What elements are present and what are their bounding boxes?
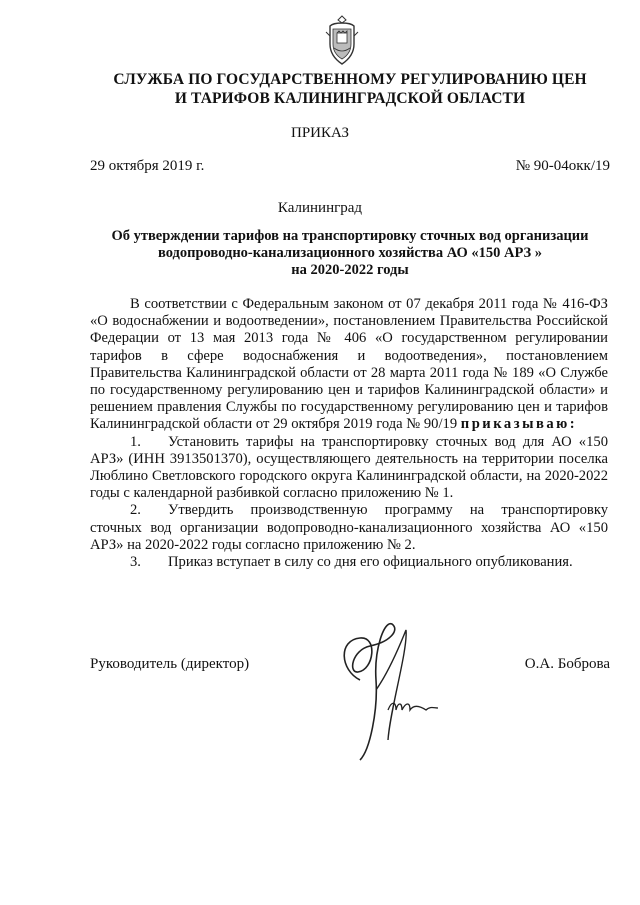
item-text: Установить тарифы на транспортировку сточных вод для АО «150 АРЗ» (ИНН 3913501370), осуществляющего деятельность на территории поселка Люблино Светловского городского округа Калининградской области, на 2020-2022 годы с календарной разбивкой согласно приложению № 1. <box>90 433 608 502</box>
preamble-paragraph <box>90 296 608 434</box>
item-text: Приказ вступает в силу со дня его официального опубликования. <box>168 554 573 571</box>
document-subject <box>60 228 640 279</box>
list-item <box>90 434 608 503</box>
list-item <box>90 554 608 571</box>
org-line-1: СЛУЖБА ПО ГОСУДАРСТВЕННОМУ РЕГУЛИРОВАНИЮ ЦЕН <box>113 71 587 88</box>
organization-name <box>60 70 640 108</box>
item-text: Утвердить производственную программу на транспортировку сточных вод организации водопроводно-канализационного хозяйства АО «150 АРЗ» на 2020-2022 годы согласно приложению № 2. <box>90 502 608 553</box>
document-city: Калининград <box>277 200 363 216</box>
document-date: 29 октября 2019 г. <box>90 158 205 174</box>
coat-of-arms-icon <box>322 14 362 66</box>
handwritten-signature-icon <box>330 610 450 770</box>
subject-line-1: Об утверждении тарифов на транспортировку сточных вод организации <box>111 228 589 244</box>
org-line-2: И ТАРИФОВ КАЛИНИНГРАДСКОЙ ОБЛАСТИ <box>174 90 526 107</box>
item-number: 2. <box>130 502 141 519</box>
list-item <box>90 502 608 554</box>
document-type: ПРИКАЗ <box>291 125 349 141</box>
subject-line-3: на 2020-2022 годы <box>291 262 409 278</box>
item-number: 3. <box>130 554 141 571</box>
preamble-text: В соответствии с Федеральным законом от 07 декабря 2011 года № 416-ФЗ «О водоснабжении и водоотведении», постановлением Правительства Российской Федерации от 13 мая 2013 года № 406 «О государственном регулировании тарифов в сфере водоснабжения и водоотведения», постановлением Правительства Калининградской области от 28 марта 2011 года № 189 «О Службе по государственному регулированию цен и тарифов Калининградской области» и решением правления Службы по государственному регулированию цен и тарифов Калининградской области от 29 октября 2019 года № 90/19 <box>90 296 608 433</box>
order-word: приказываю: <box>460 416 578 433</box>
subject-line-2: водопроводно-канализационного хозяйства АО «150 АРЗ » <box>157 245 543 261</box>
document-body <box>90 296 608 571</box>
document-number: № 90-04окк/19 <box>515 158 610 174</box>
signer-name: О.А. Боброва <box>524 656 610 672</box>
signer-position: Руководитель (директор) <box>90 656 250 672</box>
item-number: 1. <box>130 433 141 450</box>
